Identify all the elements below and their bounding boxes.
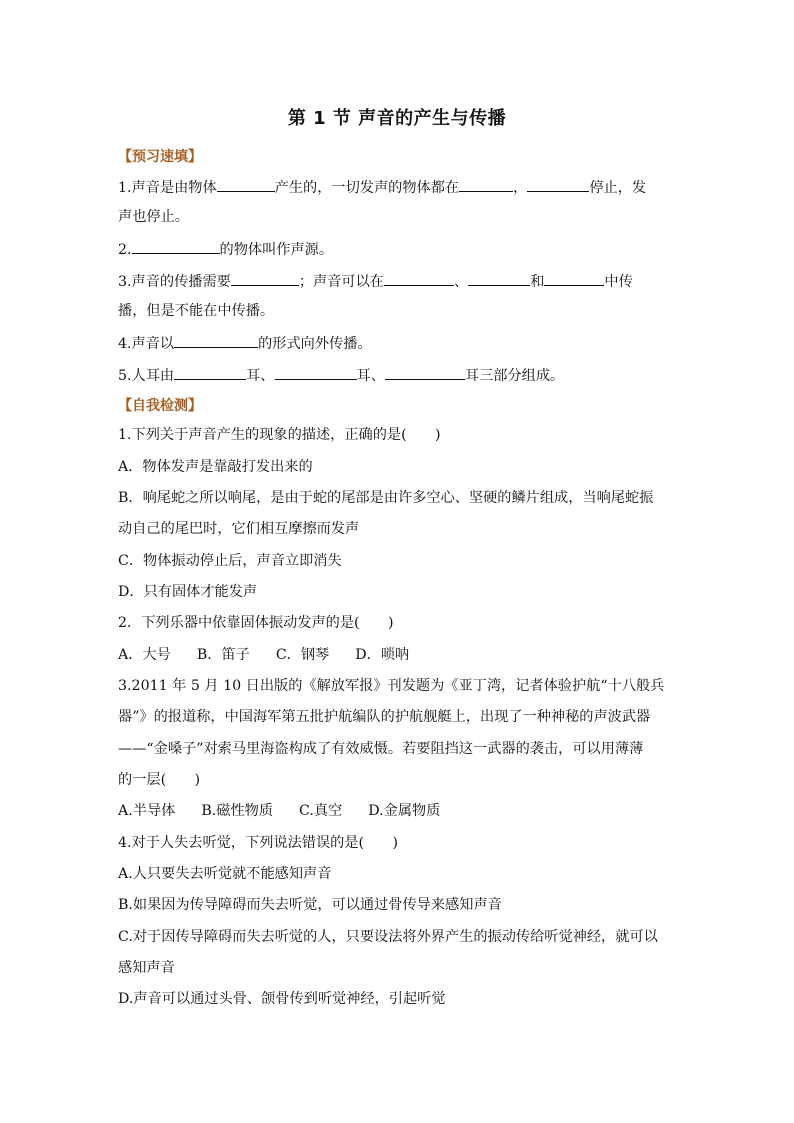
selfcheck-q1-option-a: A．物体发声是靠敲打发出来的 [118,459,313,475]
text: 产生的，一切发声的物体都在 [274,180,460,196]
answer-blank[interactable] [132,238,220,254]
selfcheck-q4-option-d: D.声音可以通过头骨、颌骨传到听觉神经，引起听觉 [118,991,446,1007]
text: 的物体叫作声源。 [219,242,334,258]
text: 中传 [604,274,633,290]
answer-blank[interactable] [544,270,604,286]
preview-q4 [118,332,688,354]
answer-blank[interactable] [174,364,246,380]
selfcheck-q1-option-b-line1: B．响尾蛇之所以响尾，是由于蛇的尾部是由许多空心、坚硬的鳞片组成，当响尾蛇振 [118,490,654,506]
text: 耳、 [356,368,385,384]
section-heading-preview: 【预习速填】 [118,149,202,165]
selfcheck-q2-options [118,645,688,665]
selfcheck-q1-option-c: C．物体振动停止后，声音立即消失 [118,553,342,569]
preview-q3-line2: 播，但是不能在中传播。 [118,303,275,319]
text: 3.声音的传播需要 [118,274,231,290]
option-d: D．唢呐 [355,647,410,663]
preview-q3-line1 [118,270,688,292]
selfcheck-q1-option-b-line2: 动自己的尾巴时，它们相互摩擦而发声 [118,521,360,537]
preview-q2 [118,238,688,260]
text: 耳三部分组成。 [464,368,565,384]
selfcheck-q4-option-a: A.人只要失去听觉就不能感知声音 [118,866,332,882]
selfcheck-q3-line2: 器”》的报道称，中国海军第五批护航编队的护航舰艇上，出现了一种神秘的声波武器 [118,709,651,725]
selfcheck-q4: 4.对于人失去听觉，下列说法错误的是( ) [118,835,398,851]
text: ， [513,180,528,196]
selfcheck-q2: 2．下列乐器中依靠固体振动发声的是( ) [118,615,394,631]
option-c: C．钢琴 [275,647,330,663]
answer-blank[interactable] [217,176,275,192]
text: 5.人耳由 [118,368,175,384]
selfcheck-q4-option-b: B.如果因为传导障碍而失去听觉，可以通过骨传导来感知声音 [118,897,502,913]
text: 1.声音是由物体 [118,180,217,196]
selfcheck-q3-line3: ——“金嗓子”对索马里海盗构成了有效威慑。若要阻挡这一武器的袭击，可以用薄薄 [118,741,644,757]
text: 和 [530,274,545,290]
selfcheck-q4-option-c-line1: C.对于因传导障碍而失去听觉的人，只要设法将外界产生的振动传给听觉神经，就可以 [118,929,658,945]
option-b: B．笛子 [196,647,250,663]
option-b: B.磁性物质 [201,803,274,819]
answer-blank[interactable] [459,176,513,192]
selfcheck-q1-option-d: D．只有固体才能发声 [118,584,258,600]
selfcheck-q3-line1: 3.2011 年 5 月 10 日出版的《解放军报》刊发题为《亚丁湾，记者体验护航“十八般兵 [118,678,665,694]
option-a: A．大号 [118,647,171,663]
text: 4.声音以 [118,336,175,352]
answer-blank[interactable] [275,364,357,380]
option-d: D.金属物质 [368,803,441,819]
text: 的形式向外传播。 [258,336,372,352]
preview-q5 [118,364,688,386]
preview-q1-line2: 声也停止。 [118,209,189,225]
text: 耳、 [246,368,275,384]
page-title: 第 1 节 声音的产生与传播 [287,108,507,129]
selfcheck-q4-option-c-line2: 感知声音 [118,960,175,976]
text: ；声音可以在 [298,274,384,290]
text: 2. [118,242,132,258]
section-heading-selfcheck: 【自我检测】 [118,398,202,414]
answer-blank[interactable] [384,270,454,286]
answer-blank[interactable] [174,332,258,348]
option-c: C.真空 [299,803,343,819]
answer-blank[interactable] [468,270,530,286]
text: 停止，发 [589,180,647,196]
selfcheck-q3-options [118,801,688,821]
answer-blank[interactable] [385,364,465,380]
selfcheck-q3-line4: 的一层( ) [118,772,201,788]
answer-blank[interactable] [527,176,589,192]
preview-q1-line1 [118,176,688,198]
selfcheck-q1: 1.下列关于声音产生的现象的描述，正确的是( ) [118,427,441,443]
answer-blank[interactable] [231,270,299,286]
text: 、 [454,274,469,290]
option-a: A.半导体 [118,803,176,819]
